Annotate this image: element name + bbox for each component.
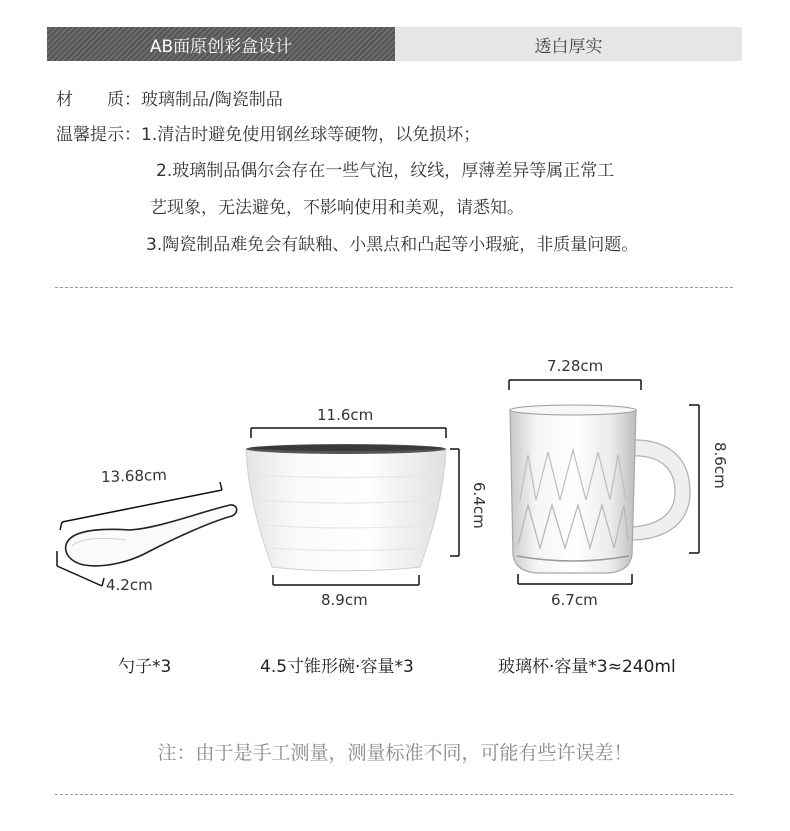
banner-left-title: AB面原创彩盒设计 — [47, 27, 395, 61]
tips-line-1: 温馨提示：1.清洁时避免使用钢丝球等硬物，以免损坏； — [56, 125, 481, 145]
tips-line-2: 2.玻璃制品偶尔会存在一些气泡，纹线，厚薄差异等属正常工 — [156, 161, 615, 181]
cup-height-bracket — [689, 405, 699, 553]
bowl-caption: 4.5寸锥形碗·容量*3 — [260, 657, 414, 677]
bowl-top-width-label: 11.6cm — [317, 406, 374, 424]
glass-cup-image — [510, 405, 690, 573]
divider-bottom — [55, 794, 733, 795]
bowl-height-bracket — [450, 449, 459, 556]
banner-right-title: 透白厚实 — [395, 27, 742, 61]
material-line: 材 质：玻璃制品/陶瓷制品 — [56, 90, 283, 110]
bowl-top-bracket — [251, 428, 446, 438]
cup-bottom-width-label: 6.7cm — [551, 591, 598, 609]
cup-top-bracket — [509, 380, 641, 390]
cup-caption: 玻璃杯·容量*3≈240ml — [498, 657, 676, 677]
measurement-note: 注：由于是手工测量，测量标准不同，可能有些许误差！ — [157, 742, 633, 764]
bowl-bottom-width-label: 8.9cm — [321, 591, 368, 609]
bowl-height-label: 6.4cm — [470, 482, 488, 529]
spoon-caption: 勺子*3 — [118, 657, 172, 677]
cup-top-width-label: 7.28cm — [547, 357, 604, 375]
spoon-image — [66, 505, 237, 566]
cup-bottom-bracket — [518, 574, 632, 584]
spoon-length-label: 13.68cm — [100, 465, 168, 487]
spoon-width-label: 4.2cm — [106, 576, 153, 594]
bowl-bottom-bracket — [273, 575, 419, 585]
bowl-image — [246, 444, 446, 571]
tips-line-3: 艺现象，无法避免，不影响使用和美观，请悉知。 — [150, 198, 524, 218]
tips-line-4: 3.陶瓷制品难免会有缺釉、小黑点和凸起等小瑕疵，非质量问题。 — [146, 235, 639, 255]
cup-height-label: 8.6cm — [711, 442, 729, 489]
